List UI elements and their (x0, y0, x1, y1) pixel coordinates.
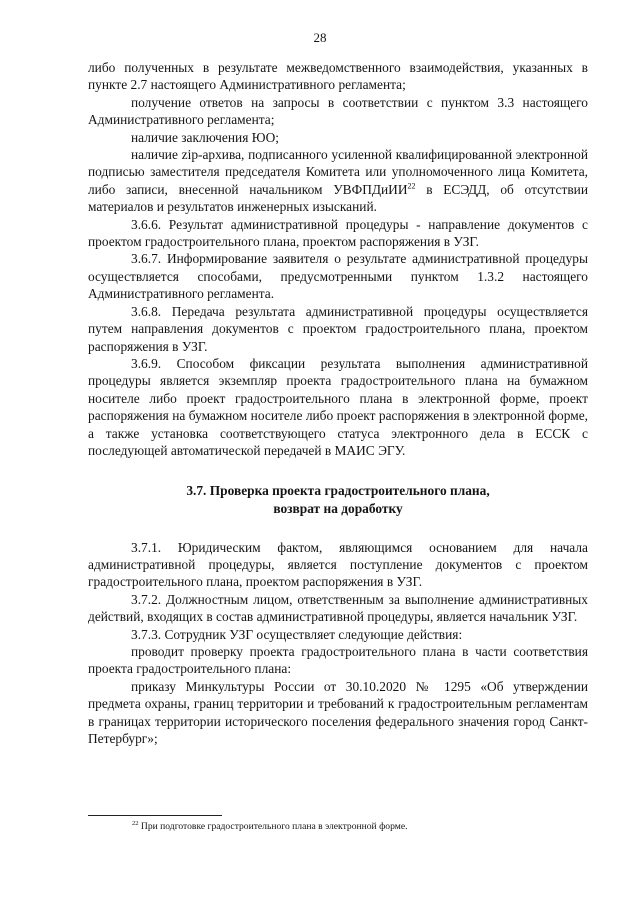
footnote-reference: 22 (407, 181, 416, 191)
document-body (88, 59, 588, 747)
paragraph: проводит проверку проекта градостроительного плана в части соответствия проекта градостроительного плана: (88, 643, 588, 677)
paragraph: приказу Минкультуры России от 30.10.2020 № 1295 «Об утверждении предмета охраны, границ территории и требований к градостроительным регламентам в границах территории исторического поселения федерального значения город Санкт-Петербург»; (88, 678, 588, 746)
paragraph-3-7-1: 3.7.1. Юридическим фактом, являющимся основанием для начала административной процедуры, является поступление документов с проектом градостроительного плана, проектом распоряжения в УЗГ. (88, 539, 588, 590)
paragraph-3-6-8: 3.6.8. Передача результата административной процедуры осуществляется путем направления документов с проектом градостроительного плана, проектом распоряжения в УЗГ. (88, 303, 588, 354)
paragraph: либо полученных в результате межведомственного взаимодействия, указанных в пункте 2.7 настоящего Административного регламента; (88, 60, 588, 93)
footnote-text: При подготовке градостроительного плана в электронной форме. (138, 821, 408, 832)
paragraph-3-7-3: 3.7.3. Сотрудник УЗГ осуществляет следующие действия: (131, 626, 463, 642)
page-number: 28 (313, 30, 327, 45)
paragraph-3-6-7: 3.6.7. Информирование заявителя о результате административной процедуры осуществляется способами, предусмотренными пунктом 1.3.2 настоящего Административного регламента. (88, 251, 588, 302)
paragraph: наличие заключения ЮО; (131, 129, 280, 145)
footnote (132, 821, 592, 833)
paragraph-3-7-2: 3.7.2. Должностным лицом, ответственным за выполнение административных действий, входящих в состав административной процедуры, является начальник УЗГ. (88, 591, 588, 625)
paragraph-text: в ЕСЭДД, об отсутствии материалов и результатов инженерных изысканий. (88, 181, 589, 215)
footnote-separator (88, 815, 222, 816)
paragraph-3-6-6: 3.6.6. Результат административной процедуры - направление документов с проектом градостроительного плана, проектом распоряжения в УЗГ. (88, 216, 588, 250)
paragraph-zip-archive (88, 146, 588, 216)
footnote-number: 22 (132, 819, 139, 827)
section-heading-line-1: 3.7. Проверка проекта градостроительного плана, (186, 483, 490, 499)
paragraph-text: наличие zip-архива, подписанного усиленной квалифицированной электронной подписью заместителя председателя Комитета или уполномоченного лица Комитета, либо записи, внесенной начальником УВФПДиИИ (88, 147, 588, 197)
section-heading-line-2: возврат на доработку (273, 500, 403, 516)
paragraph: получение ответов на запросы в соответствии с пунктом 3.3 настоящего Административного регламента; (88, 94, 588, 128)
paragraph-3-6-9: 3.6.9. Способом фиксации результата выполнения административной процедуры является экземпляр проекта градостроительного плана на бумажном носителе либо проект градостроительного плана в электронной форме, проект распоряжения на бумажном носителе либо проект распоряжения в электронной форме, а также установка соответствующего статуса электронного дела в ЕССК с последующей автоматической передачей в МАИС ЭГУ. (88, 355, 588, 458)
